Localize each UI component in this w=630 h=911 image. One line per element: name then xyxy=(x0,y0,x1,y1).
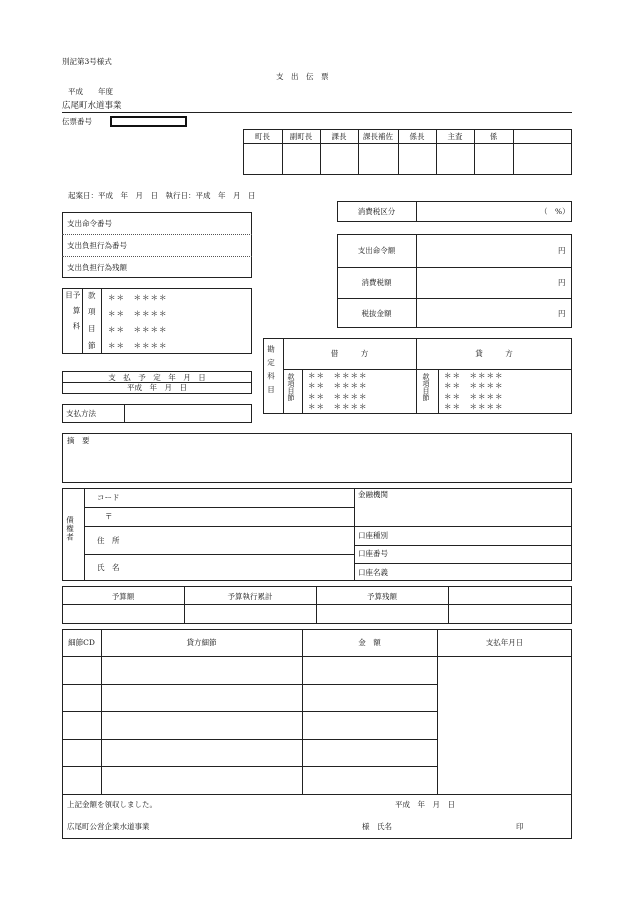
bank-label: 金融機関 xyxy=(358,490,388,499)
account-name-label: 口座名義 xyxy=(358,568,388,577)
approval-section-chief: 課長 xyxy=(331,132,347,141)
credit-header: 貸 方 xyxy=(475,349,513,358)
detail-cd-header: 細節CD xyxy=(68,638,95,647)
budget-amount-header: 予算額 xyxy=(111,592,135,601)
creditor-box xyxy=(62,488,572,581)
receipt-org: 広尾町公営企業水道事業 xyxy=(67,822,150,831)
approval-mayor: 町長 xyxy=(255,132,270,141)
fiscal-year: 平成 年度 xyxy=(68,87,113,96)
budget-executed-header: 予算執行累計 xyxy=(227,592,273,601)
budget-level-moku: 目 xyxy=(88,324,96,333)
credit-setsu-value: ＊＊ ＊＊＊＊ xyxy=(444,402,504,411)
debit-moku-value: ＊＊ ＊＊＊＊ xyxy=(308,392,368,401)
budget-kan-value: ＊＊ ＊＊＊＊ xyxy=(108,293,168,302)
order-number-label: 支出命令番号 xyxy=(67,219,112,228)
credit-moku-value: ＊＊ ＊＊＊＊ xyxy=(444,392,504,401)
credit-levels: 款項目節 xyxy=(422,373,430,401)
summary-label: 摘 要 xyxy=(67,436,90,445)
order-amount-unit: 円 xyxy=(558,246,566,255)
burden-balance-label: 支出負担行為残額 xyxy=(67,263,127,272)
page-title: 支 出 伝 票 xyxy=(276,72,329,81)
budget-moku-value: ＊＊ ＊＊＊＊ xyxy=(108,325,168,334)
tax-category-value: （ %） xyxy=(540,207,570,216)
debit-kan-value: ＊＊ ＊＊＊＊ xyxy=(308,371,368,380)
approval-deputy-mayor: 副町長 xyxy=(289,132,313,141)
detail-paydate-header: 支払年月日 xyxy=(485,638,524,647)
approval-staff: 係 xyxy=(489,132,498,141)
budget-remaining-header: 予算残額 xyxy=(367,592,397,601)
account-number-label: 口座番号 xyxy=(358,549,388,558)
credit-kan-value: ＊＊ ＊＊＊＊ xyxy=(444,371,504,380)
receipt-seal: 印 xyxy=(516,822,524,831)
creditor-side: 債権者 xyxy=(65,516,75,542)
approval-unit-chief: 係長 xyxy=(409,132,425,141)
voucher-number-field[interactable] xyxy=(110,116,187,127)
payment-method-label: 支払方法 xyxy=(66,409,96,418)
debit-setsu-value: ＊＊ ＊＊＊＊ xyxy=(308,402,368,411)
budget-kou-value: ＊＊ ＊＊＊＊ xyxy=(108,309,168,318)
credit-kou-value: ＊＊ ＊＊＊＊ xyxy=(444,381,504,390)
net-amount-unit: 円 xyxy=(558,309,566,318)
creditor-name-label: 氏 名 xyxy=(97,563,120,572)
budget-setsu-value: ＊＊ ＊＊＊＊ xyxy=(108,341,168,350)
form-number: 別記第3号様式 xyxy=(62,57,112,66)
approval-assistant-chief: 課長補佐 xyxy=(363,132,393,141)
order-amount-label: 支出命令額 xyxy=(357,246,396,255)
dates-line: 起案日：平成 年 月 日 執行日：平成 年 月 日 xyxy=(68,191,256,200)
creditor-postal-label: 〒 xyxy=(105,512,113,521)
detail-credit-header: 貸方細節 xyxy=(186,638,217,647)
account-type-label: 口座種別 xyxy=(358,531,388,540)
receipt-text: 上記金額を領収しました。 xyxy=(67,800,157,809)
budget-level-kou: 項 xyxy=(88,307,96,316)
creditor-code-label: コード xyxy=(97,493,120,502)
tax-amount-label: 消費税額 xyxy=(361,278,392,287)
tax-amount-unit: 円 xyxy=(558,278,566,287)
summary-box xyxy=(62,433,572,483)
budget-level-setsu: 節 xyxy=(88,341,96,350)
header-rule xyxy=(62,112,572,113)
receipt-date: 平成 年 月 日 xyxy=(395,800,455,809)
detail-amount-header: 金 額 xyxy=(358,638,381,647)
receipt-name-label: 様 氏名 xyxy=(362,822,392,831)
tax-category-label: 消費税区分 xyxy=(357,207,396,216)
creditor-address-label: 住 所 xyxy=(97,536,120,545)
debit-kou-value: ＊＊ ＊＊＊＊ xyxy=(308,381,368,390)
budget-table xyxy=(62,586,572,624)
debit-header: 借 方 xyxy=(330,349,369,358)
burden-number-label: 支出負担行為番号 xyxy=(67,241,127,250)
account-subject-side: 勘定科目 xyxy=(266,345,276,399)
debit-levels: 款項目節 xyxy=(287,373,295,401)
org-name: 広尾町水道事業 xyxy=(62,101,122,111)
budget-subject-side: 予算科目 xyxy=(64,291,81,338)
voucher-label: 伝票番号 xyxy=(62,117,92,126)
payment-schedule-date: 平成 年 月 日 xyxy=(127,383,187,392)
budget-level-kan: 款 xyxy=(88,291,96,300)
payment-schedule-label: 支 払 予 定 年 月 日 xyxy=(108,373,206,382)
net-amount-label: 税抜金額 xyxy=(361,309,392,318)
approval-supervisor: 主査 xyxy=(447,132,463,141)
